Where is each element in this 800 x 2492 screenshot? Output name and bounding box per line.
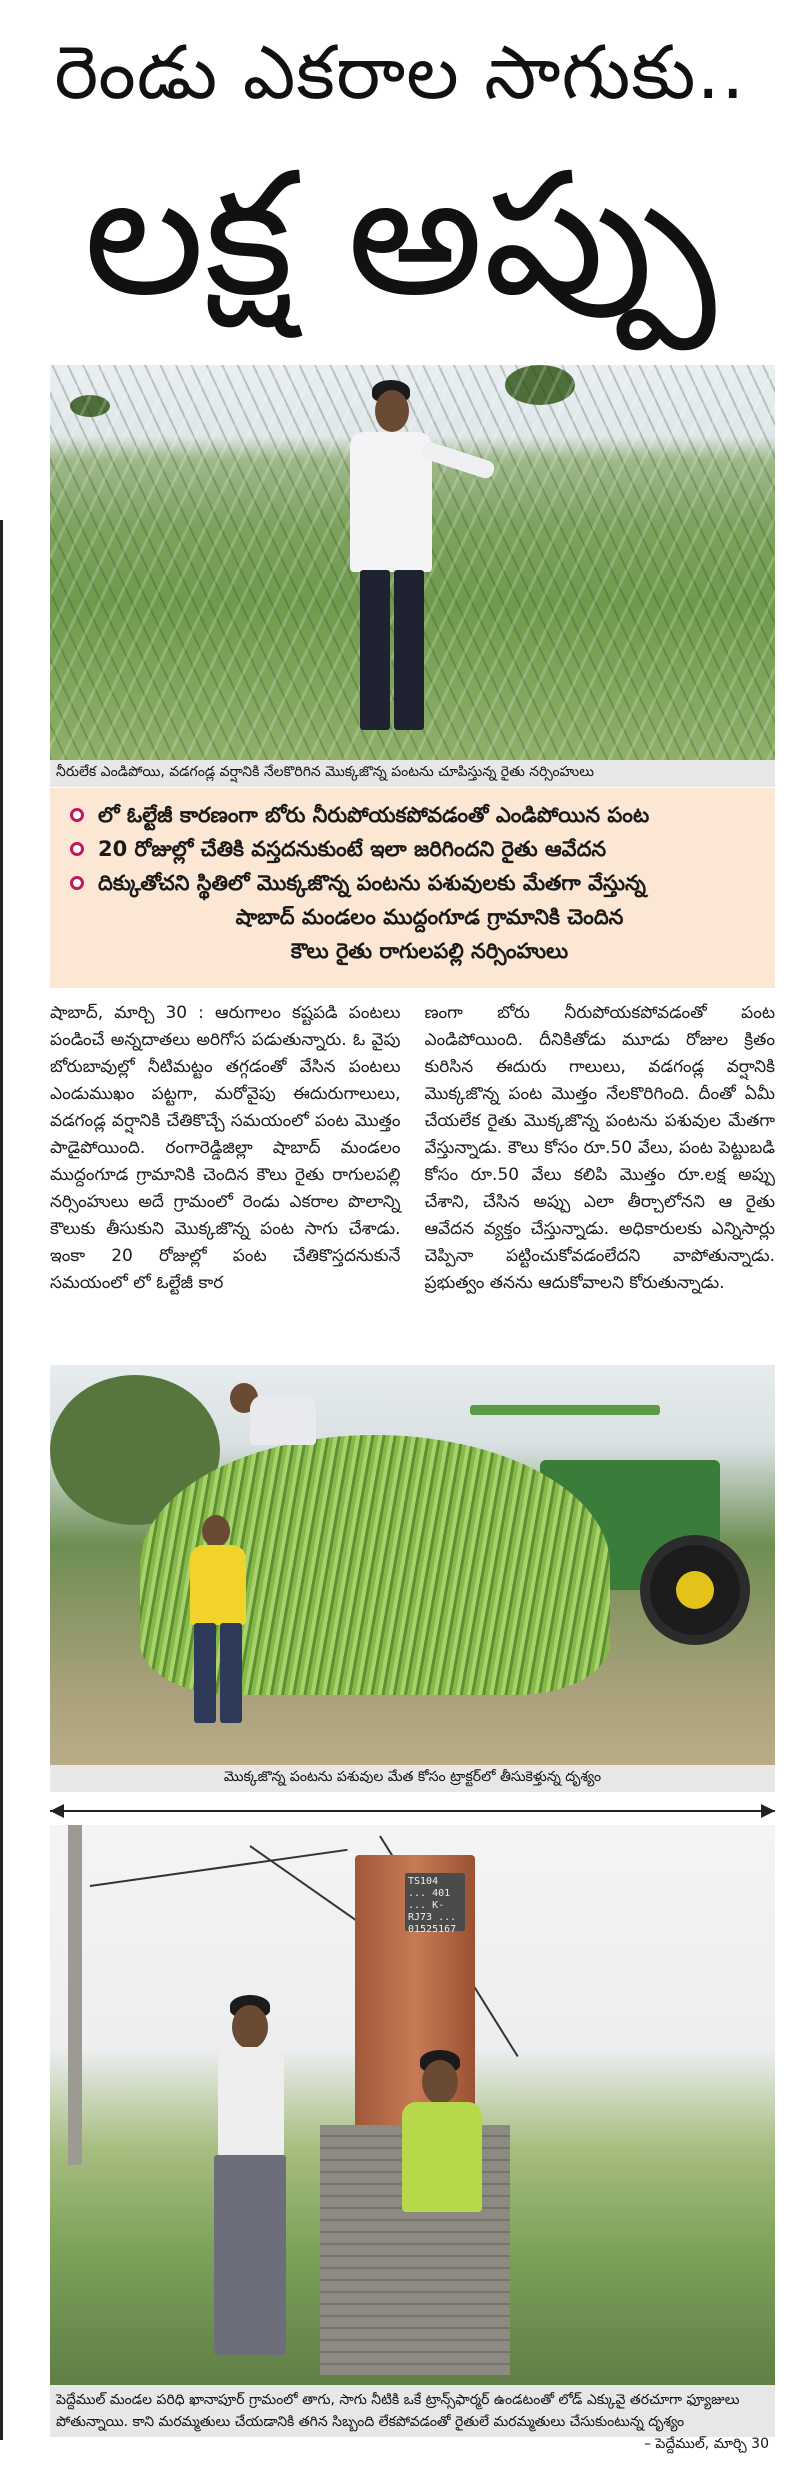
highlight-item: 20 రోజుల్లో చేతికి వస్తదనుకుంటే ఇలా జరిగిందని రైతు ఆవేదన [64, 832, 761, 866]
worker-on-load [230, 1375, 320, 1465]
photo-tractor-loading [50, 1365, 775, 1765]
highlight-item: లో ఓల్టేజీ కారణంగా బోరు నీరుపోయకపోవడంతో ఎండిపోయిన పంట [64, 798, 761, 832]
highlight-item: దిక్కుతోచని స్థితిలో మొక్కజొన్న పంటను పశువులకు మేతగా వేస్తున్న [64, 866, 761, 900]
photo-1-caption: నీరులేక ఎండిపోయి, వడగండ్ల వర్షానికి నేలకొరిగిన మొక్కజొన్న పంటను చూపిస్తున్న రైతు నర్సింహులు [50, 760, 775, 787]
photo-3-dateline: – పెద్దేముల్, మార్చి 30 [643, 2436, 769, 2452]
circle-bullet-icon [70, 842, 84, 856]
worker-yellow-shirt [190, 1515, 250, 1735]
highlight-box [50, 788, 775, 988]
photo-farmer-in-field [50, 365, 775, 760]
arrow-left-icon [50, 1804, 64, 1818]
power-wire [90, 1849, 348, 1887]
article-column-1: షాబాద్, మార్చి 30 : ఆరుగాలం కష్టపడి పంటలు పండించే అన్నదాతలు అరిగోస పడుతున్నారు. ఓ వైపు బోరుబావుల్లో నీటిమట్టం తగ్గడంతో వేసిన పంటలు ఎండుముఖం పట్టగా, మరోవైపు ఈదురుగాలులు, వడగండ్ల వర్షానికి చేతికొచ్చే సమయంలో పంట మొత్తం పాడైపోయింది. రంగారెడ్డిజిల్లా షాబాద్ మండలం ముద్దంగూడ గ్రామానికి చెందిన కౌలు రైతు రాగులపల్లి నర్సింహులు అదే గ్రామంలో రెండు ఎకరాల పొలాన్ని కౌలుకు తీసుకుని మొక్కజొన్న పంట సాగు చేశాడు. ఇంకా 20 రోజుల్లో పంట చేతికొస్తదనుకునే సమయంలో లో ఓల్టేజీ కార [50, 1003, 401, 1293]
highlight-continuation: షాబాద్ మండలం ముద్దంగూడ గ్రామానికి చెందిన [235, 905, 624, 929]
farmer-figure [320, 380, 480, 740]
transformer-plate: TS104 ... 401 ... K-RJ73 ... 01525167 [405, 1873, 465, 1931]
man-green-shirt [390, 2050, 490, 2350]
highlight-continuation: కౌలు రైతు రాగులపల్లి నర్సింహులు [290, 939, 569, 963]
headline-line-1: రెండు ఎకరాల సాగుకు.. [54, 30, 746, 116]
arrow-right-icon [761, 1804, 775, 1818]
man-white-vest [200, 1995, 300, 2375]
article-body [50, 1000, 775, 1355]
tractor-wheel [640, 1535, 750, 1645]
photo-2-caption: మొక్కజొన్న పంటను పశువుల మేత కోసం ట్రాక్టర్‌లో తీసుకెళ్తున్న దృశ్యం [50, 1765, 775, 1792]
circle-bullet-icon [70, 876, 84, 890]
tractor-canopy [470, 1405, 660, 1415]
headline-line-2: లక్ష అప్పు [83, 136, 717, 334]
page-left-rule [0, 520, 3, 2440]
article-column-2: ణంగా బోరు నీరుపోయకపోవడంతో పంట ఎండిపోయింది. దీనికితోడు మూడు రోజుల క్రితం కురిసిన ఈదురు గాలులు, వడగండ్ల వర్షానికి మొక్కజొన్న పంట మొత్తం నేలకొరిగింది. దీంతో ఏమీ చేయలేక రైతు మొక్కజొన్న పంటను పశువుల మేతగా వేస్తున్నాడు. కౌలు కోసం రూ.50 వేలు, పంట పెట్టుబడి కోసం రూ.50 వేలు కలిపి మొత్తం రూ.లక్ష అప్పు చేశాని, చేసిన అప్పు ఎలా తీర్చాలోనని ఆ రైతు ఆవేదన వ్యక్తం చేస్తున్నాడు. అధికారులకు ఎన్నిసార్లు చెప్పినా పట్టించుకోవడంలేదని వాపోతున్నాడు. ప్రభుత్వం తనను ఆదుకోవాలని కోరుతున్నాడు. [424, 1003, 775, 1293]
photo-transformer-repair [50, 1825, 775, 2385]
photo-3-caption-text: పెద్దేముల్ మండల పరిధి ఖానాపూర్ గ్రామంలో తాగు, సాగు నీటికి ఒకే ట్రాన్స్‌ఫార్మర్ ఉండటంతో లోడ్ ఎక్కువై తరచూగా ఫ్యూజులు పోతున్నాయి. కాని మరమ్మతులు చేయడానికి తగిన సిబ్బంది లేకపోవడంతో రైతులే మరమ్మతులు చేసుకుంటున్న దృశ్యం [56, 2392, 740, 2430]
section-divider [50, 1810, 775, 1812]
circle-bullet-icon [70, 808, 84, 822]
photo-3-caption [50, 2385, 775, 2452]
electric-pole [68, 1825, 82, 2165]
